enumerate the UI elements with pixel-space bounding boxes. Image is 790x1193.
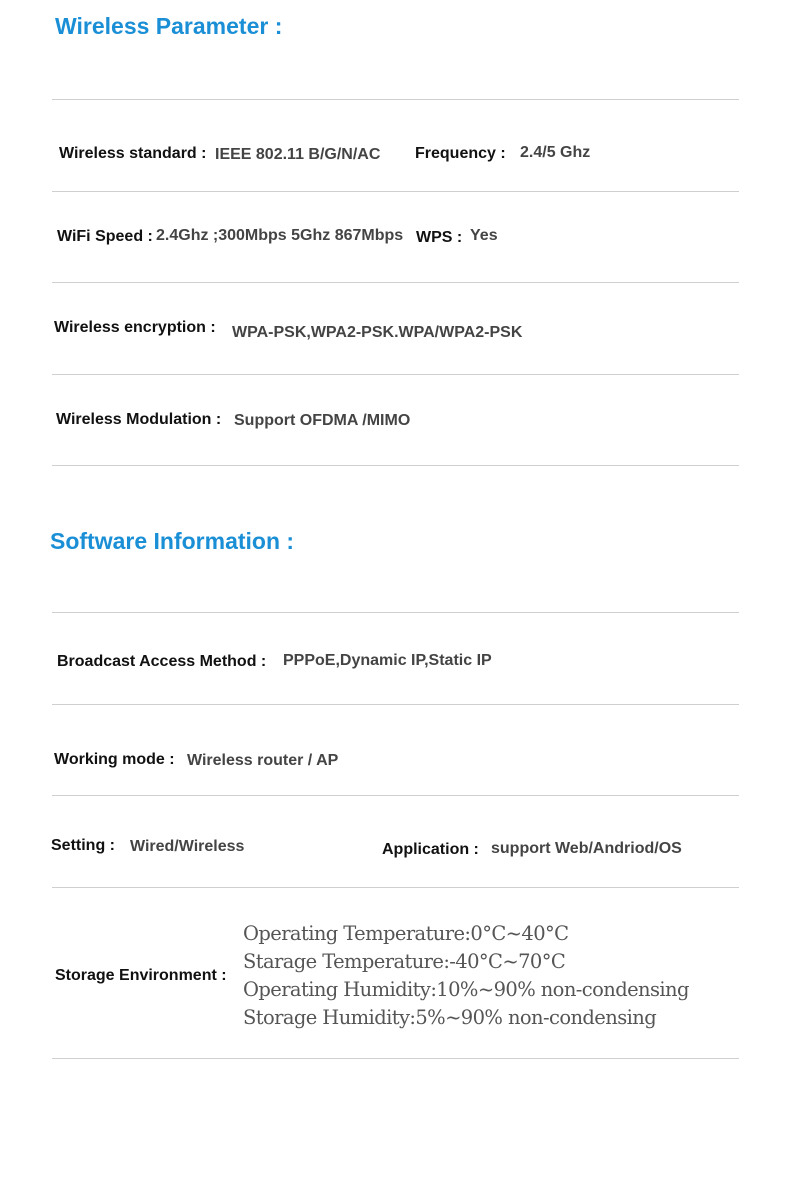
divider (52, 99, 739, 100)
operating-temperature-line: Operating Temperature:0°C~40°C (243, 922, 569, 945)
divider (52, 374, 739, 375)
divider (52, 282, 739, 283)
divider (52, 612, 739, 613)
divider (52, 704, 739, 705)
frequency-value: 2.4/5 Ghz (520, 144, 591, 161)
wireless-encryption-label: Wireless encryption : (54, 319, 216, 336)
wireless-standard-label: Wireless standard : (59, 145, 207, 162)
working-mode-label: Working mode : (54, 751, 175, 768)
working-mode-value: Wireless router / AP (187, 752, 339, 769)
wireless-encryption-value: WPA-PSK,WPA2-PSK.WPA/WPA2-PSK (232, 324, 523, 341)
wifi-speed-label: WiFi Speed : (57, 228, 153, 245)
setting-label: Setting : (51, 837, 115, 854)
application-value: support Web/Andriod/OS (491, 840, 682, 857)
operating-humidity-line: Operating Humidity:10%~90% non-condensing (243, 978, 689, 1001)
software-information-heading: Software Information : (50, 528, 295, 554)
application-label: Application : (382, 841, 479, 858)
wifi-speed-value: 2.4Ghz ;300Mbps 5Ghz 867Mbps (156, 227, 404, 244)
divider (52, 795, 739, 796)
wps-label: WPS : (416, 229, 463, 246)
wireless-modulation-value: Support OFDMA /MIMO (234, 412, 411, 429)
wps-value: Yes (470, 227, 498, 244)
broadcast-access-method-label: Broadcast Access Method : (57, 653, 267, 670)
divider (52, 1058, 739, 1059)
divider (52, 191, 739, 192)
wireless-modulation-label: Wireless Modulation : (56, 411, 222, 428)
wireless-standard-value: IEEE 802.11 B/G/N/AC (215, 146, 381, 163)
frequency-label: Frequency : (415, 145, 506, 162)
storage-environment-label: Storage Environment : (55, 967, 227, 984)
divider (52, 887, 739, 888)
wireless-parameter-heading: Wireless Parameter : (55, 13, 283, 39)
divider (52, 465, 739, 466)
broadcast-access-method-value: PPPoE,Dynamic IP,Static IP (283, 652, 492, 669)
storage-temperature-line: Starage Temperature:-40°C~70°C (243, 950, 566, 973)
storage-environment-values (243, 920, 689, 1032)
storage-humidity-line: Storage Humidity:5%~90% non-condensing (243, 1006, 657, 1029)
setting-value: Wired/Wireless (130, 838, 245, 855)
